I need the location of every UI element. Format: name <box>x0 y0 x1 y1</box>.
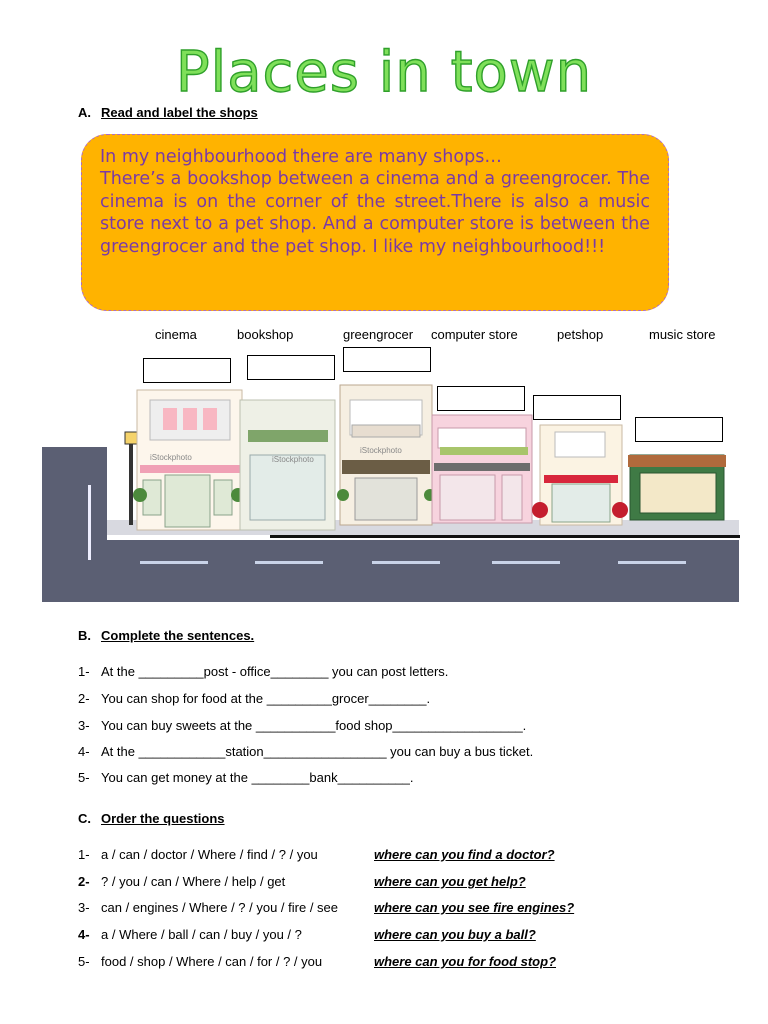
side-road-marking <box>88 485 91 560</box>
b-item-5-num: 5- <box>78 770 90 785</box>
reading-paragraph: There’s a bookshop between a cinema and a greengrocer. The cinema is on the corner of the street.There is also a music store next to a pet shop. And a computer store is between the greengrocer and the pet shop. I like my neighbourhood!!! <box>100 169 650 257</box>
c-item-5-num: 5- <box>78 954 90 969</box>
c-item-1-num: 1- <box>78 847 90 862</box>
c-item-5-words: food / shop / Where / can / for / ? / you <box>101 954 323 969</box>
b-item-2-num: 2- <box>78 691 90 706</box>
label-box-3[interactable] <box>343 347 431 372</box>
c-item-4-answer: where can you buy a ball? <box>374 927 536 942</box>
building-bookshop <box>240 400 335 530</box>
b-item-1-num: 1- <box>78 664 90 679</box>
c-item-4-words: a / Where / ball / can / buy / you / ? <box>101 927 302 942</box>
side-road <box>42 447 107 602</box>
c-item-3-num: 3- <box>78 900 90 915</box>
building-music-store <box>628 455 726 520</box>
b-item-1-text: At the _________post - office________ you can post letters. <box>101 664 449 679</box>
main-road <box>107 540 739 602</box>
c-item-1-answer: where can you find a doctor? <box>374 847 555 862</box>
word-bank-computer-store: computer store <box>431 327 518 342</box>
c-item-3-answer: where can you see fire engines? <box>374 900 575 915</box>
section-b-heading: Complete the sentences. <box>101 628 255 643</box>
b-item-3-text: You can buy sweets at the ___________food shop__________________. <box>101 718 527 733</box>
word-bank-bookshop: bookshop <box>237 327 294 342</box>
c-item-2-answer: where can you get help? <box>374 874 526 889</box>
page-title: Places in town <box>175 40 593 105</box>
label-box-4[interactable] <box>437 386 525 411</box>
c-item-2-num: 2- <box>78 874 90 889</box>
c-item-3-words: can / engines / Where / ? / you / fire / see <box>101 900 339 915</box>
lamp-post <box>125 432 137 525</box>
curb-line <box>270 535 740 538</box>
label-box-6[interactable] <box>635 417 723 442</box>
b-item-4-num: 4- <box>78 744 90 759</box>
c-item-4-num: 4- <box>78 927 90 942</box>
building-greengrocer <box>337 385 436 525</box>
word-bank-music-store: music store <box>649 327 716 342</box>
watermark-2: iStockphoto <box>272 455 314 464</box>
b-item-4-text: At the ____________station_________________ you can buy a bus ticket. <box>101 744 534 759</box>
b-item-2-text: You can shop for food at the _________grocer________. <box>101 691 431 706</box>
building-computer-store <box>432 415 532 523</box>
c-item-1-words: a / can / doctor / Where / find / ? / you <box>101 847 318 862</box>
section-c-heading: Order the questions <box>101 811 225 826</box>
c-item-5-answer: where can you for food stop? <box>374 954 557 969</box>
reading-text <box>100 146 650 258</box>
reading-line-1: In my neighbourhood there are many shops… <box>100 147 502 167</box>
building-petshop <box>532 425 628 525</box>
section-b-letter: B. <box>78 628 91 643</box>
c-item-2-words: ? / you / can / Where / help / get <box>101 874 286 889</box>
watermark-3: iStockphoto <box>360 446 402 455</box>
label-box-1[interactable] <box>143 358 231 383</box>
section-c-letter: C. <box>78 811 91 826</box>
street-illustration <box>0 370 768 610</box>
word-bank-cinema: cinema <box>155 327 197 342</box>
section-a-letter: A. <box>78 105 91 120</box>
label-box-5[interactable] <box>533 395 621 420</box>
b-item-3-num: 3- <box>78 718 90 733</box>
b-item-5-text: You can get money at the ________bank__________. <box>101 770 414 785</box>
word-bank-petshop: petshop <box>557 327 604 342</box>
section-a-heading: Read and label the shops <box>101 105 258 120</box>
watermark-1: iStockphoto <box>150 453 192 462</box>
label-box-2[interactable] <box>247 355 335 380</box>
word-bank-greengrocer: greengrocer <box>343 327 414 342</box>
